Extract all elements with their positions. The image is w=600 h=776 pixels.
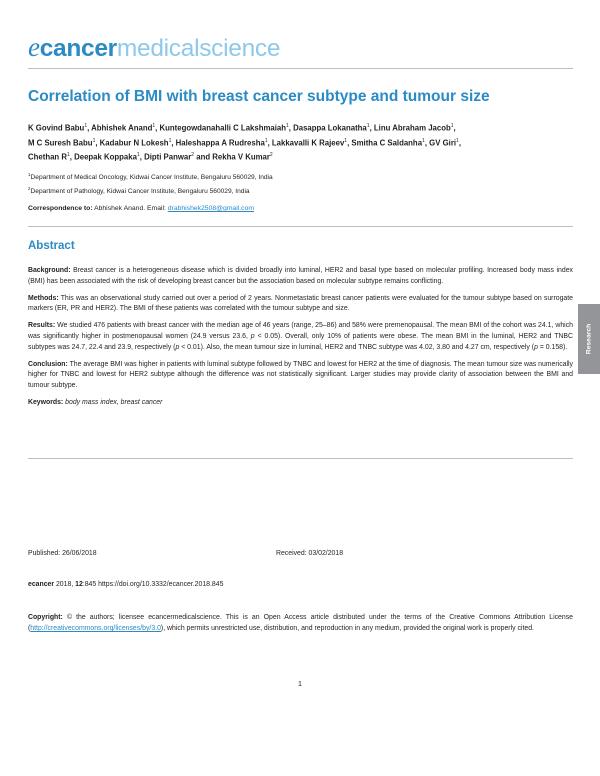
citation: ecancer 2018, 12:845 https://doi.org/10.3332/ecancer.2018.845: [28, 581, 224, 588]
correspondence: Correspondence to: Abhishek Anand. Email: drabhishek2508@gmail.com: [28, 205, 255, 212]
section-divider: [28, 226, 573, 227]
affiliation-2: $^2$Department of Pathology, Kidwai Cancer Institute, Bengaluru 560029, India: [28, 185, 250, 195]
abstract-keywords: Keywords: body mass index, breast cancer: [28, 398, 163, 406]
article-title: Correlation of BMI with breast cancer subtype and tumour size: [28, 88, 490, 105]
affiliation-1: $^1$Department of Medical Oncology, Kidwai Cancer Institute, Bengaluru 560029, India: [28, 172, 273, 182]
abstract-body: [28, 266, 573, 415]
page-number: 1: [297, 679, 303, 688]
abstract-methods: Methods: This was an observational study carried out over a period of 2 years. Nonmetastatic breast cancer patients were evaluated for the tumour subtype based on surrogate markers (ER, PR and HER2). The BMI of these patients was correlated with the tumour subtype and size.: [28, 294, 573, 313]
abstract-results: Results: We studied 476 patients with breast cancer with the median age of 46 years (range, 25–86) and 58% were premenopausal. The mean BMI of the cohort was 24.1, which was significantly higher in postmenopausal women (24.9 versus 23.6, p < 0.05). Overall, only 10% of patients were obese. The mean BMI in the luminal, HER2 and TNBC subtypes was 24.7, 22.4 and 23.9, respectively (p < 0.01). Also, the mean tumour size in luminal, HER2 and TNBC subtype was 4.02, 3.80 and 4.27 cm, respectively (p = 0.158).: [28, 322, 573, 351]
logo-e: e: [28, 32, 40, 62]
logo-medicalscience: medicalscience: [116, 35, 281, 62]
header-divider: [28, 68, 573, 69]
journal-logo: [28, 34, 280, 62]
correspondence-label: Correspondence to:: [28, 205, 93, 212]
author-list: K Govind Babu$^1$, Abhishek Anand$^1$, Kuntegowdanahalli C Lakshmaiah$^1$, Dasappa Lokanatha$^1$, Linu Abraham Jacob$^1$, M C Suresh Babu$^1$, Kadabur N Lokesh$^1$, Haleshappa A Rudresha$^1$, Lakkavalli K Rajeev$^1$, Smitha C Saldanha$^1$, GV Giri$^1$, Chethan $R^1$, Deepak Koppaka$^1$, Dipti Panwar$^2$ and Rekha V Kumar$^2$: [28, 123, 461, 162]
abstract-end-divider: [28, 458, 573, 459]
correspondence-email-link[interactable]: drabhishek2508@gmail.com: [167, 205, 255, 212]
logo-cancer: cancer: [39, 35, 117, 62]
abstract-background: Background: Breast cancer is a heterogeneous disease which is divided broadly into luminal, HER2 and basal type based on molecular profiling. Increased body mass index (BMI) has been associated with the risk of developing breast cancer but the association based on molecular subtype remains conflicting.: [28, 267, 573, 285]
abstract-conclusion: Conclusion: The average BMI was higher in patients with luminal subtype followed by TNBC and lowest for HER2 at the time of diagnosis. The mean tumour size was numerically higher for TNBC and lowest for HER2 subtype although the difference was not statistically significant. Larger studies may provide clarity of association between the BMI and tumour subtype.: [28, 360, 573, 390]
section-side-tab: Research: [578, 304, 600, 374]
received-date: Received: 03/02/2018: [276, 550, 344, 557]
published-date: Published: 26/06/2018: [28, 550, 97, 557]
abstract-heading: Abstract: [28, 240, 75, 252]
affiliations: [28, 170, 573, 197]
license-link[interactable]: http://creativecommons.org/licenses/by/3.0: [30, 625, 161, 632]
copyright-notice: Copyright: © the authors; licensee ecancermedicalscience. This is an Open Access article distributed under the terms of the Creative Commons Attribution License (http://creativecommons.org/licenses/by/3.0), which permits unrestricted use, distribution, and reproduction in any medium, provided the original work is properly cited.: [28, 614, 573, 632]
